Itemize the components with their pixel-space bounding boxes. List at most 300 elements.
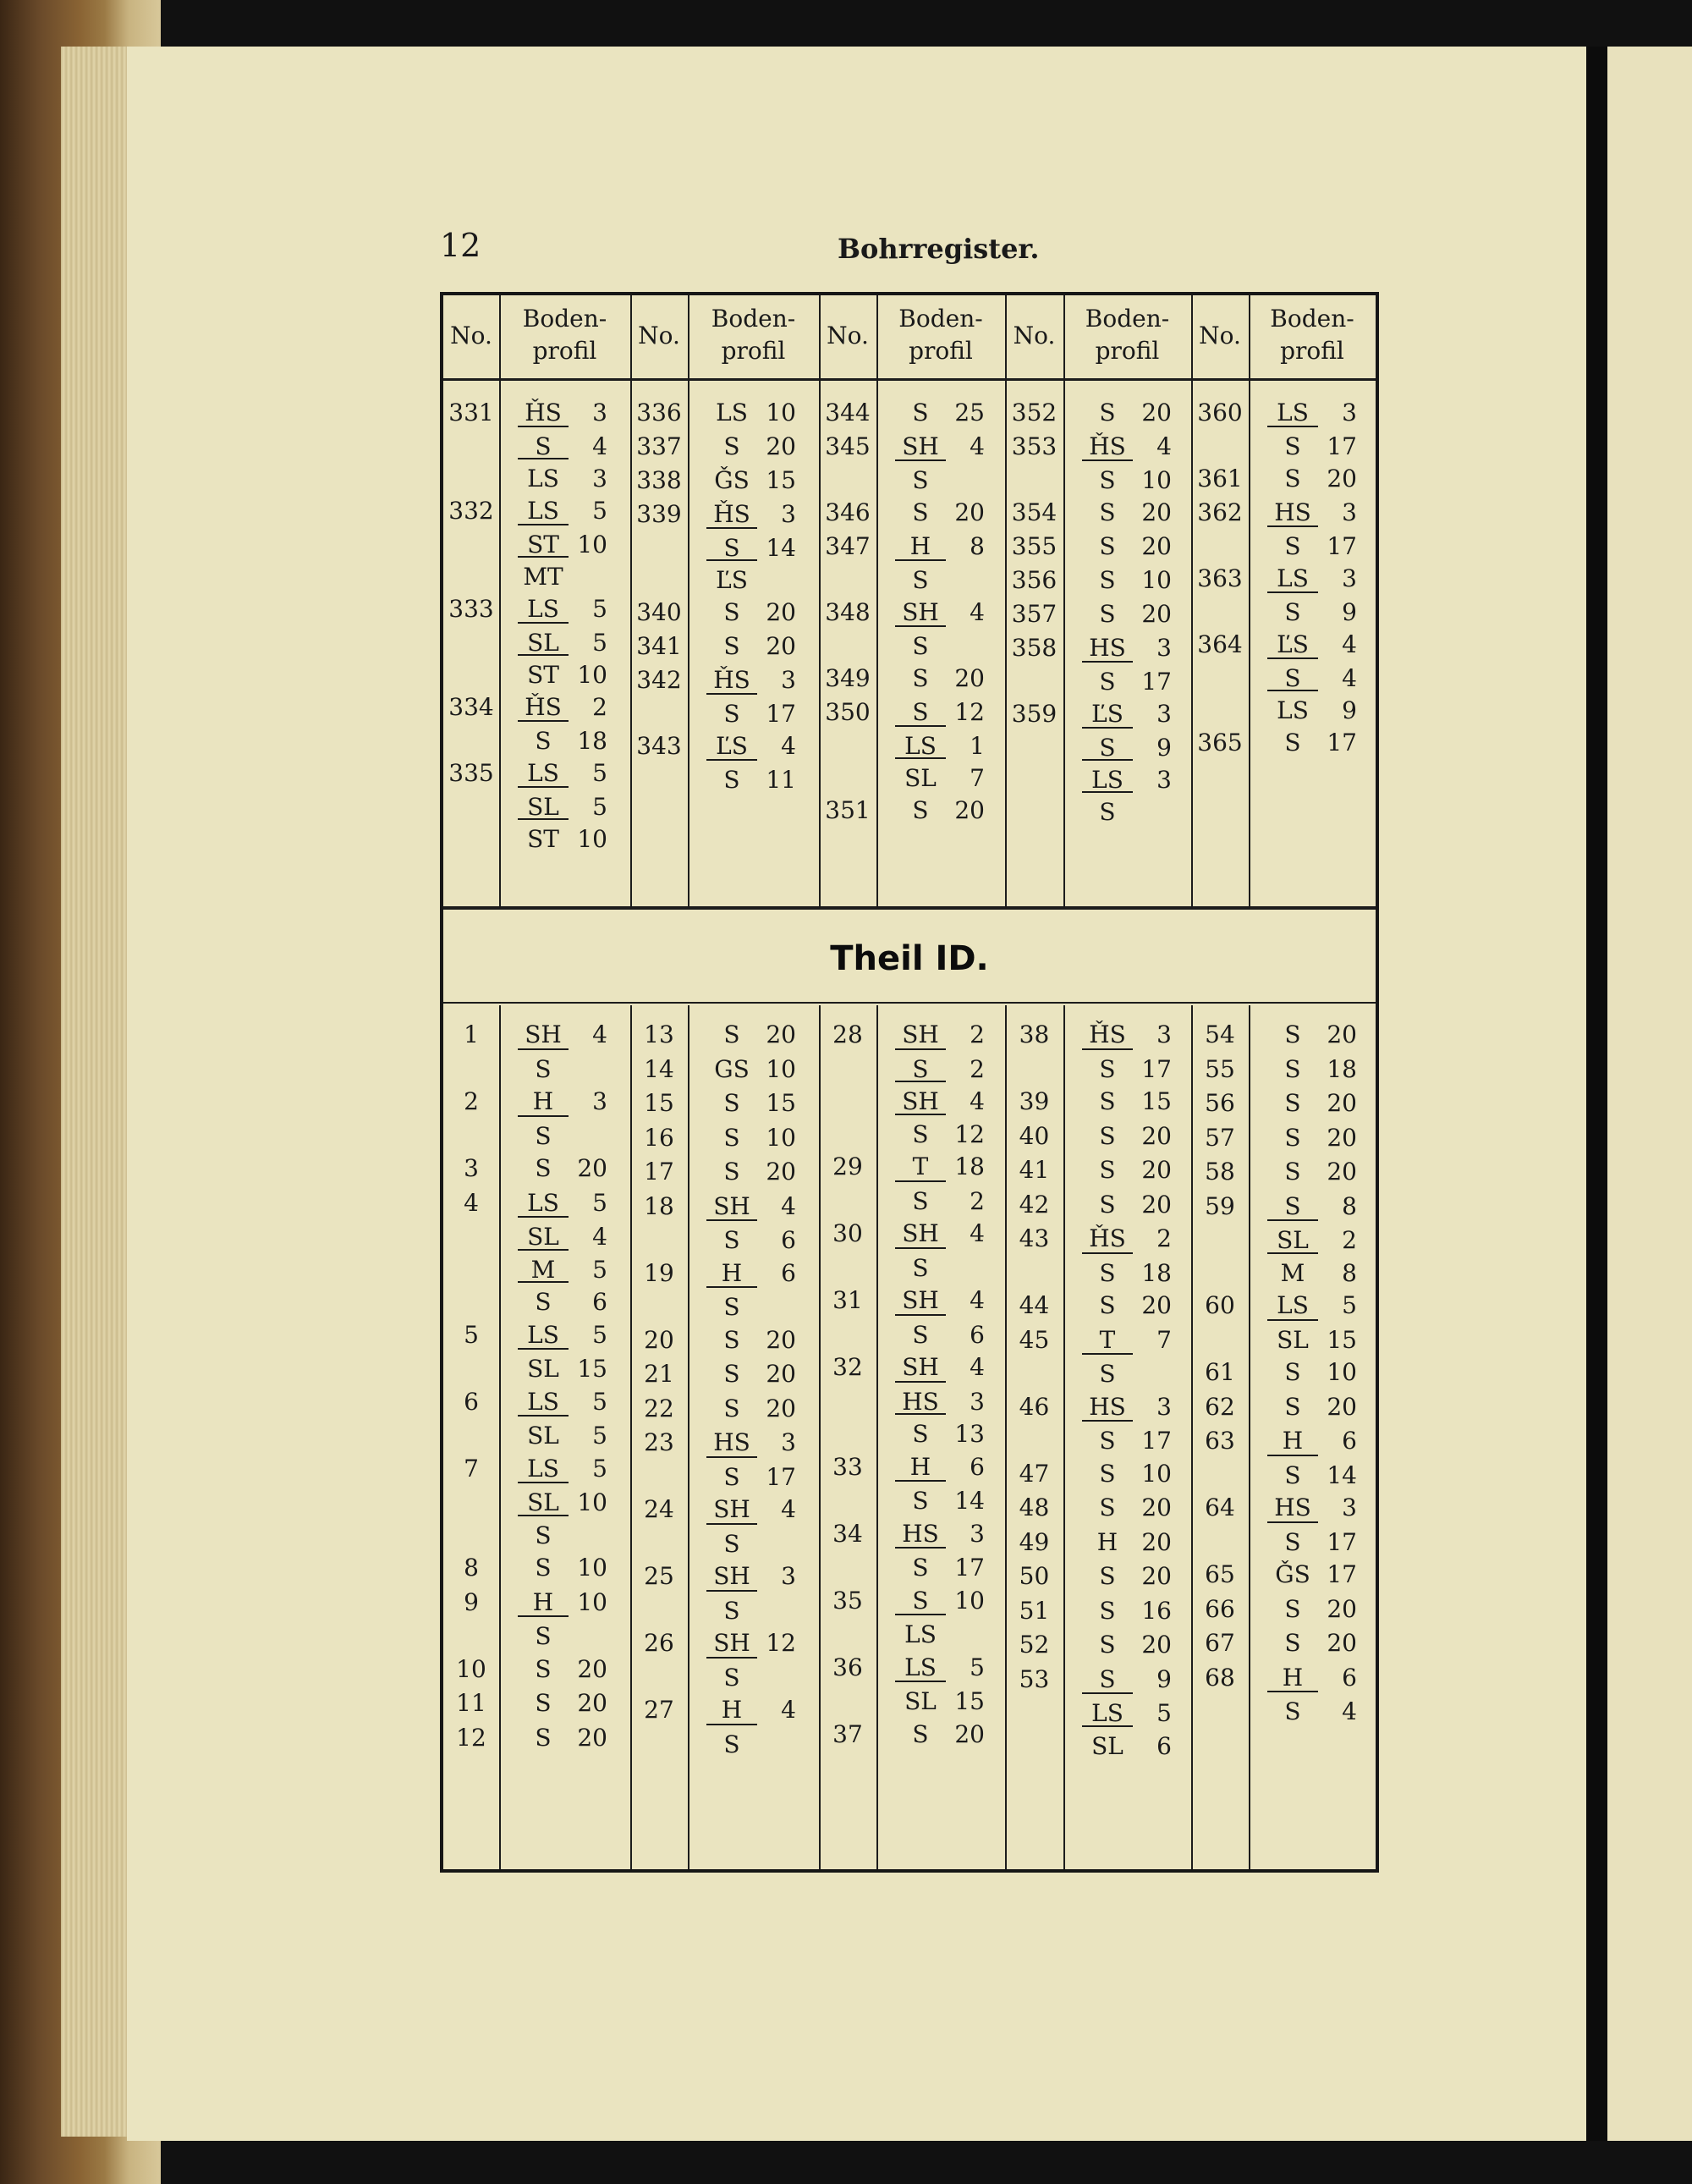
entry-number: 26 bbox=[644, 1629, 674, 1657]
soil-profile-line: S 20 bbox=[1099, 1562, 1172, 1590]
soil-profile-line: S 6 bbox=[706, 1219, 812, 1260]
soil-profile-line: LS 3 bbox=[1277, 564, 1357, 592]
soil-profile-line: M 8 bbox=[1267, 1252, 1369, 1293]
entry-number: 15 bbox=[644, 1089, 674, 1117]
soil-profile-line: H 6 bbox=[721, 1258, 796, 1287]
soil-profile-line: H 20 bbox=[1096, 1527, 1172, 1556]
entry-number: 357 bbox=[1011, 600, 1058, 628]
soil-profile-line: ȞS 3 bbox=[713, 500, 796, 528]
column-rule bbox=[688, 1005, 689, 1869]
soil-profile-line: ST 10 bbox=[518, 818, 624, 859]
soil-profile-line: HS 3 bbox=[713, 1428, 796, 1456]
soil-profile-line: H 8 bbox=[909, 532, 985, 560]
entry-number: 10 bbox=[456, 1654, 486, 1683]
soil-profile-line: SL 10 bbox=[518, 1482, 624, 1522]
header-profile: Boden- profil bbox=[522, 305, 607, 365]
entry-number: 341 bbox=[636, 632, 682, 660]
soil-profile-line: S 20 bbox=[723, 598, 796, 626]
soil-profile-line: S bbox=[1082, 791, 1184, 832]
soil-profile-line: S 20 bbox=[723, 1158, 796, 1186]
entry-number: 40 bbox=[1019, 1121, 1050, 1150]
entry-number: 9 bbox=[464, 1587, 479, 1616]
entry-number: 53 bbox=[1019, 1664, 1050, 1693]
soil-profile-line: T 18 bbox=[912, 1153, 985, 1180]
soil-profile-line: S bbox=[518, 1048, 624, 1089]
soil-profile-line: T 7 bbox=[1099, 1325, 1172, 1354]
soil-profile-line: S bbox=[518, 1515, 624, 1555]
soil-profile-line: S bbox=[706, 1724, 812, 1764]
column-rule bbox=[876, 1005, 878, 1869]
soil-profile-line: HS 3 bbox=[1089, 634, 1172, 662]
entry-number: 363 bbox=[1197, 564, 1243, 592]
entry-number: 342 bbox=[636, 666, 682, 694]
soil-profile-line: M 5 bbox=[518, 1249, 624, 1290]
soil-profile-line: S 17 bbox=[1267, 525, 1369, 566]
soil-profile-line: S 4 bbox=[1267, 1691, 1369, 1731]
soil-profile-line: H 3 bbox=[532, 1087, 607, 1115]
soil-profile-line: S 10 bbox=[1284, 1358, 1357, 1386]
column-rule bbox=[876, 295, 878, 909]
soil-profile-line: S 9 bbox=[1267, 591, 1369, 632]
soil-profile-line: LS 5 bbox=[527, 1188, 607, 1217]
entry-number: 335 bbox=[448, 759, 494, 787]
soil-profile-line: S 14 bbox=[706, 527, 812, 568]
soil-profile-line: LS 3 bbox=[518, 458, 624, 498]
soil-profile-line: S 20 bbox=[723, 1360, 796, 1388]
header-no: No. bbox=[450, 322, 492, 349]
entry-number: 30 bbox=[832, 1219, 863, 1247]
entry-number: 332 bbox=[448, 497, 494, 525]
entry-number: 334 bbox=[448, 693, 494, 721]
soil-profile-line: ȞS 2 bbox=[525, 693, 607, 721]
entry-number: 44 bbox=[1019, 1291, 1050, 1319]
soil-profile-line: LS 5 bbox=[527, 759, 607, 787]
facing-page bbox=[1607, 47, 1692, 2141]
soil-profile-line: HS 3 bbox=[902, 1519, 985, 1548]
soil-profile-line: ĽS 4 bbox=[716, 732, 796, 760]
entry-number: 343 bbox=[636, 732, 682, 760]
column-rule bbox=[1063, 295, 1065, 909]
soil-profile-line: S 17 bbox=[1082, 1420, 1184, 1461]
entry-number: 63 bbox=[1205, 1427, 1235, 1455]
entry-number: 358 bbox=[1011, 634, 1058, 662]
soil-profile-line: S 10 bbox=[912, 1586, 985, 1615]
header-no: No. bbox=[1199, 322, 1241, 349]
entry-number: 360 bbox=[1197, 399, 1243, 426]
soil-profile-line: S 10 bbox=[1082, 459, 1184, 500]
entry-number: 58 bbox=[1205, 1158, 1235, 1186]
soil-profile-line: ĽS 4 bbox=[1277, 630, 1357, 658]
entry-number: 19 bbox=[644, 1258, 674, 1287]
soil-profile-line: S 15 bbox=[723, 1089, 796, 1117]
entry-number: 7 bbox=[464, 1454, 479, 1483]
soil-profile-line: S 14 bbox=[895, 1480, 998, 1521]
soil-profile-line: S 20 bbox=[535, 1723, 607, 1752]
entry-number: 21 bbox=[644, 1360, 674, 1388]
entry-number: 34 bbox=[832, 1519, 863, 1548]
soil-profile-line: S 20 bbox=[912, 498, 985, 526]
entry-number: 20 bbox=[644, 1325, 674, 1354]
entry-number: 353 bbox=[1011, 432, 1058, 460]
soil-profile-line: S 20 bbox=[912, 1719, 985, 1748]
entry-number: 31 bbox=[832, 1286, 863, 1314]
entry-number: 62 bbox=[1205, 1392, 1235, 1421]
header-profile: Boden- profil bbox=[1085, 305, 1170, 365]
header-profile: Boden- profil bbox=[1270, 305, 1354, 365]
header-no: No. bbox=[827, 322, 869, 349]
soil-profile-line: SL 15 bbox=[895, 1681, 998, 1721]
entry-number: 36 bbox=[832, 1653, 863, 1681]
entry-number: 45 bbox=[1019, 1325, 1050, 1354]
soil-profile-line: S 20 bbox=[1099, 1121, 1172, 1150]
entry-number: 11 bbox=[456, 1689, 486, 1717]
soil-profile-line: LS 10 bbox=[716, 399, 796, 426]
header-rule bbox=[443, 378, 1376, 381]
soil-profile-line: S 10 bbox=[723, 1123, 796, 1152]
entry-number: 48 bbox=[1019, 1494, 1050, 1521]
soil-profile-line: SH 4 bbox=[713, 1191, 796, 1220]
entry-number: 46 bbox=[1019, 1392, 1050, 1421]
soil-profile-line: S 20 bbox=[1099, 1631, 1172, 1659]
entry-number: 352 bbox=[1011, 399, 1058, 426]
soil-profile-line: S 20 bbox=[1284, 1123, 1357, 1152]
entry-number: 350 bbox=[825, 698, 871, 726]
soil-profile-line: S bbox=[518, 1615, 624, 1656]
entry-number: 29 bbox=[832, 1153, 863, 1180]
entry-number: 331 bbox=[448, 399, 494, 426]
soil-profile-line: S 20 bbox=[535, 1689, 607, 1717]
entry-number: 1 bbox=[464, 1020, 479, 1048]
entry-number: 349 bbox=[825, 664, 871, 692]
soil-profile-line: S 20 bbox=[912, 664, 985, 692]
soil-profile-line: S 20 bbox=[723, 1325, 796, 1354]
soil-profile-line: SL 15 bbox=[1267, 1319, 1369, 1360]
entry-number: 51 bbox=[1019, 1596, 1050, 1625]
column-rule bbox=[1249, 295, 1250, 909]
soil-profile-line: LS 5 bbox=[527, 497, 607, 525]
entry-number: 355 bbox=[1011, 532, 1058, 560]
entry-number: 28 bbox=[832, 1020, 863, 1048]
soil-profile-line: S 6 bbox=[518, 1281, 624, 1322]
soil-profile-line: SH 4 bbox=[902, 1353, 985, 1381]
section-title: Theil ID. bbox=[830, 939, 989, 978]
entry-number: 25 bbox=[644, 1562, 674, 1590]
entry-number: 12 bbox=[456, 1723, 486, 1752]
header-no: No. bbox=[638, 322, 680, 349]
soil-profile-line: LS 5 bbox=[527, 1387, 607, 1416]
entry-number: 338 bbox=[636, 466, 682, 494]
entry-number: 47 bbox=[1019, 1459, 1050, 1488]
soil-profile-line: S 4 bbox=[518, 426, 624, 466]
soil-profile-line: S 20 bbox=[1284, 465, 1357, 492]
entry-number: 364 bbox=[1197, 630, 1243, 658]
column-rule bbox=[1191, 295, 1193, 909]
section-rule bbox=[443, 1002, 1376, 1004]
entry-number: 333 bbox=[448, 595, 494, 623]
soil-profile-line: S 20 bbox=[1284, 1392, 1357, 1421]
column-rule bbox=[499, 295, 501, 909]
soil-profile-line: HS 3 bbox=[1089, 1392, 1172, 1421]
soil-profile-line: ȞS 4 bbox=[1089, 432, 1172, 460]
entry-number: 354 bbox=[1011, 498, 1058, 526]
soil-profile-line: S 10 bbox=[535, 1554, 607, 1582]
running-head: Bohrregister. bbox=[838, 233, 1040, 265]
entry-number: 42 bbox=[1019, 1190, 1050, 1219]
soil-profile-line: S 20 bbox=[1284, 1158, 1357, 1186]
entry-number: 361 bbox=[1197, 465, 1243, 492]
entry-number: 23 bbox=[644, 1428, 674, 1456]
soil-profile-line: S 20 bbox=[1099, 532, 1172, 560]
entry-number: 356 bbox=[1011, 566, 1058, 594]
entry-number: 65 bbox=[1205, 1560, 1235, 1588]
soil-profile-line: S 20 bbox=[1284, 1594, 1357, 1623]
soil-profile-line: ȞS 3 bbox=[713, 666, 796, 694]
page-number: 12 bbox=[440, 227, 481, 264]
entry-number: 52 bbox=[1019, 1631, 1050, 1659]
soil-profile-line: S 20 bbox=[1284, 1089, 1357, 1117]
soil-profile-line: S 8 bbox=[1284, 1191, 1357, 1220]
entry-number: 8 bbox=[464, 1554, 479, 1582]
soil-profile-line: SH 4 bbox=[902, 598, 985, 626]
soil-profile-line: SL 5 bbox=[518, 1415, 624, 1455]
entry-number: 2 bbox=[464, 1087, 479, 1115]
entry-number: 67 bbox=[1205, 1629, 1235, 1657]
entry-number: 336 bbox=[636, 399, 682, 426]
entry-number: 33 bbox=[832, 1452, 863, 1481]
column-rule bbox=[688, 295, 689, 909]
soil-profile-line: H 6 bbox=[1282, 1427, 1357, 1455]
soil-profile-line: S 13 bbox=[895, 1413, 998, 1454]
soil-profile-line: LS 5 bbox=[527, 1454, 607, 1483]
soil-profile-line: ȞS 3 bbox=[525, 399, 607, 426]
soil-profile-line: S 11 bbox=[706, 759, 812, 800]
soil-profile-line: S bbox=[895, 625, 998, 666]
soil-profile-line: S 20 bbox=[1099, 1291, 1172, 1319]
soil-profile-line: SH 4 bbox=[713, 1495, 796, 1523]
entry-number: 348 bbox=[825, 598, 871, 626]
soil-profile-line: S 20 bbox=[723, 1394, 796, 1422]
entry-number: 41 bbox=[1019, 1156, 1050, 1184]
soil-profile-line: S 17 bbox=[1267, 426, 1369, 466]
soil-profile-line: LS 5 bbox=[527, 595, 607, 623]
entry-number: 50 bbox=[1019, 1562, 1050, 1590]
entry-number: 339 bbox=[636, 500, 682, 528]
soil-profile-line: S 20 bbox=[1284, 1020, 1357, 1048]
entry-number: 16 bbox=[644, 1123, 674, 1152]
soil-profile-line: S 17 bbox=[1267, 1521, 1369, 1562]
soil-profile-line: S 17 bbox=[1284, 729, 1357, 756]
soil-profile-line: ST 10 bbox=[518, 524, 624, 564]
entry-number: 13 bbox=[644, 1020, 674, 1048]
entry-number: 337 bbox=[636, 432, 682, 460]
column-rule bbox=[1063, 1005, 1065, 1869]
soil-profile-line: SH 4 bbox=[902, 1286, 985, 1314]
soil-profile-line: ĽS 3 bbox=[1091, 700, 1172, 728]
soil-profile-line: ȞS 3 bbox=[1089, 1020, 1172, 1048]
soil-profile-line: LS 5 bbox=[1277, 1291, 1357, 1319]
soil-profile-line: S 20 bbox=[723, 632, 796, 660]
soil-profile-line: S 9 bbox=[1099, 1664, 1172, 1693]
entry-number: 64 bbox=[1205, 1494, 1235, 1521]
soil-profile-line: SH 12 bbox=[713, 1629, 796, 1657]
soil-profile-line: S bbox=[706, 1286, 812, 1327]
soil-profile-line: S 25 bbox=[912, 399, 985, 426]
entry-number: 17 bbox=[644, 1158, 674, 1186]
entry-number: 55 bbox=[1205, 1054, 1235, 1083]
soil-profile-line: S bbox=[706, 1657, 812, 1697]
soil-profile-line: S 18 bbox=[518, 720, 624, 761]
entry-number: 5 bbox=[464, 1320, 479, 1349]
soil-profile-line: LS bbox=[895, 1614, 998, 1654]
gutter bbox=[1586, 47, 1607, 2141]
soil-profile-line: S 18 bbox=[1284, 1054, 1357, 1083]
soil-profile-line: H 10 bbox=[532, 1587, 607, 1616]
entry-number: 37 bbox=[832, 1719, 863, 1748]
soil-profile-line: S bbox=[895, 559, 998, 600]
soil-profile-line: S 2 bbox=[895, 1180, 998, 1221]
entry-number: 24 bbox=[644, 1495, 674, 1523]
soil-profile-line: S 14 bbox=[1267, 1455, 1369, 1495]
entry-number: 345 bbox=[825, 432, 871, 460]
soil-profile-line: LS 1 bbox=[895, 725, 998, 766]
soil-profile-line: S 17 bbox=[1082, 1048, 1184, 1089]
soil-profile-line: S 17 bbox=[706, 693, 812, 734]
soil-profile-line: S 20 bbox=[1099, 1190, 1172, 1219]
entry-number: 359 bbox=[1011, 700, 1058, 728]
soil-profile-line: S 12 bbox=[895, 1114, 998, 1154]
header-profile: Boden- profil bbox=[898, 305, 983, 365]
entry-number: 351 bbox=[825, 796, 871, 824]
soil-profile-line: SL 5 bbox=[518, 622, 624, 663]
soil-profile-line: S 20 bbox=[535, 1154, 607, 1182]
entry-number: 59 bbox=[1205, 1191, 1235, 1220]
soil-profile-line: S 12 bbox=[912, 698, 985, 726]
soil-profile-line: SL 2 bbox=[1267, 1219, 1369, 1260]
soil-profile-line: SH 4 bbox=[895, 1081, 998, 1121]
entry-number: 54 bbox=[1205, 1020, 1235, 1048]
soil-profile-line: ST 10 bbox=[518, 654, 624, 695]
entry-number: 344 bbox=[825, 399, 871, 426]
header-profile: Boden- profil bbox=[711, 305, 796, 365]
soil-profile-line: S 20 bbox=[723, 1020, 796, 1048]
soil-profile-line: LS 5 bbox=[1082, 1692, 1184, 1733]
soil-profile-line: SH 3 bbox=[713, 1562, 796, 1590]
column-rule bbox=[1249, 1005, 1250, 1869]
soil-profile-line: S 10 bbox=[1099, 566, 1172, 594]
soil-profile-line: HS 3 bbox=[1274, 498, 1357, 526]
soil-profile-line: SH 4 bbox=[902, 1219, 985, 1247]
soil-profile-line: LS 3 bbox=[1082, 759, 1184, 800]
entry-number: 49 bbox=[1019, 1527, 1050, 1556]
soil-profile-line: SL 6 bbox=[1082, 1725, 1184, 1766]
soil-profile-line: SH 2 bbox=[902, 1020, 985, 1048]
soil-profile-line: S 20 bbox=[1099, 600, 1172, 628]
entry-number: 32 bbox=[832, 1353, 863, 1381]
soil-profile-line: S 10 bbox=[1099, 1459, 1172, 1488]
soil-profile-line: SH 4 bbox=[525, 1020, 607, 1048]
soil-profile-line: SL 15 bbox=[518, 1348, 624, 1389]
soil-profile-line: S bbox=[706, 1523, 812, 1564]
entry-number: 365 bbox=[1197, 729, 1243, 756]
soil-profile-line: SL 4 bbox=[518, 1216, 624, 1257]
soil-profile-line: ǦS 17 bbox=[1275, 1560, 1357, 1588]
soil-profile-line: HS 3 bbox=[1274, 1494, 1357, 1521]
soil-profile-line: S 17 bbox=[1082, 661, 1184, 701]
soil-profile-line: LS 3 bbox=[1277, 399, 1357, 426]
soil-profile-line: S 18 bbox=[1082, 1252, 1184, 1293]
entry-number: 43 bbox=[1019, 1224, 1050, 1252]
soil-profile-line: LS 5 bbox=[527, 1320, 607, 1349]
entry-number: 346 bbox=[825, 498, 871, 526]
soil-profile-line: S 20 bbox=[723, 432, 796, 460]
section-rule bbox=[443, 906, 1376, 910]
entry-number: 22 bbox=[644, 1394, 674, 1422]
entry-number: 3 bbox=[464, 1154, 479, 1182]
soil-profile-line: S 17 bbox=[895, 1547, 998, 1587]
soil-profile-line: LS 5 bbox=[904, 1653, 985, 1681]
soil-profile-line: SL 7 bbox=[895, 757, 998, 798]
soil-profile-line: H 6 bbox=[909, 1452, 985, 1481]
entry-number: 57 bbox=[1205, 1123, 1235, 1152]
soil-profile-line: S bbox=[895, 459, 998, 500]
entry-number: 347 bbox=[825, 532, 871, 560]
entry-number: 38 bbox=[1019, 1020, 1050, 1048]
soil-profile-line: S 6 bbox=[895, 1314, 998, 1355]
entry-number: 60 bbox=[1205, 1291, 1235, 1319]
soil-profile-line: S bbox=[518, 1115, 624, 1156]
soil-profile-line: S 17 bbox=[706, 1456, 812, 1497]
soil-profile-line: S 20 bbox=[1099, 1494, 1172, 1521]
entry-number: 362 bbox=[1197, 498, 1243, 526]
soil-profile-line: LS 9 bbox=[1267, 690, 1369, 730]
soil-profile-line: S 4 bbox=[1267, 657, 1369, 698]
soil-profile-line: S 15 bbox=[1099, 1087, 1172, 1115]
soil-profile-line: S 9 bbox=[1082, 727, 1184, 767]
soil-profile-line: S bbox=[895, 1247, 998, 1288]
entry-number: 6 bbox=[464, 1387, 479, 1416]
soil-profile-line: S 20 bbox=[1099, 498, 1172, 526]
soil-profile-line: ĽS bbox=[706, 559, 812, 600]
soil-profile-line: S 20 bbox=[912, 796, 985, 824]
column-rule bbox=[499, 1005, 501, 1869]
soil-profile-line: S bbox=[706, 1590, 812, 1631]
soil-profile-line: SH 4 bbox=[902, 432, 985, 460]
entry-number: 56 bbox=[1205, 1089, 1235, 1117]
soil-profile-line: SL 5 bbox=[518, 786, 624, 827]
soil-profile-line: S bbox=[1082, 1353, 1184, 1394]
soil-profile-line: H 4 bbox=[721, 1696, 796, 1724]
soil-profile-line: MT bbox=[518, 556, 624, 597]
entry-number: 61 bbox=[1205, 1358, 1235, 1386]
header-no: No. bbox=[1013, 322, 1056, 349]
entry-number: 18 bbox=[644, 1191, 674, 1220]
soil-profile-line: ȞS 2 bbox=[1089, 1224, 1172, 1252]
entry-number: 39 bbox=[1019, 1087, 1050, 1115]
soil-profile-line: S 20 bbox=[1099, 399, 1172, 426]
entry-number: 68 bbox=[1205, 1663, 1235, 1692]
entry-number: 340 bbox=[636, 598, 682, 626]
soil-profile-line: S 20 bbox=[1284, 1629, 1357, 1657]
soil-profile-line: S 2 bbox=[895, 1048, 998, 1089]
soil-profile-line: ǦS 15 bbox=[714, 466, 796, 494]
entry-number: 14 bbox=[644, 1054, 674, 1083]
soil-profile-line: HS 3 bbox=[895, 1381, 998, 1422]
soil-profile-line: S 20 bbox=[1099, 1156, 1172, 1184]
soil-profile-line: GS 10 bbox=[714, 1054, 796, 1083]
entry-number: 4 bbox=[464, 1188, 479, 1217]
entry-number: 27 bbox=[644, 1696, 674, 1724]
soil-profile-line: S 20 bbox=[535, 1654, 607, 1683]
